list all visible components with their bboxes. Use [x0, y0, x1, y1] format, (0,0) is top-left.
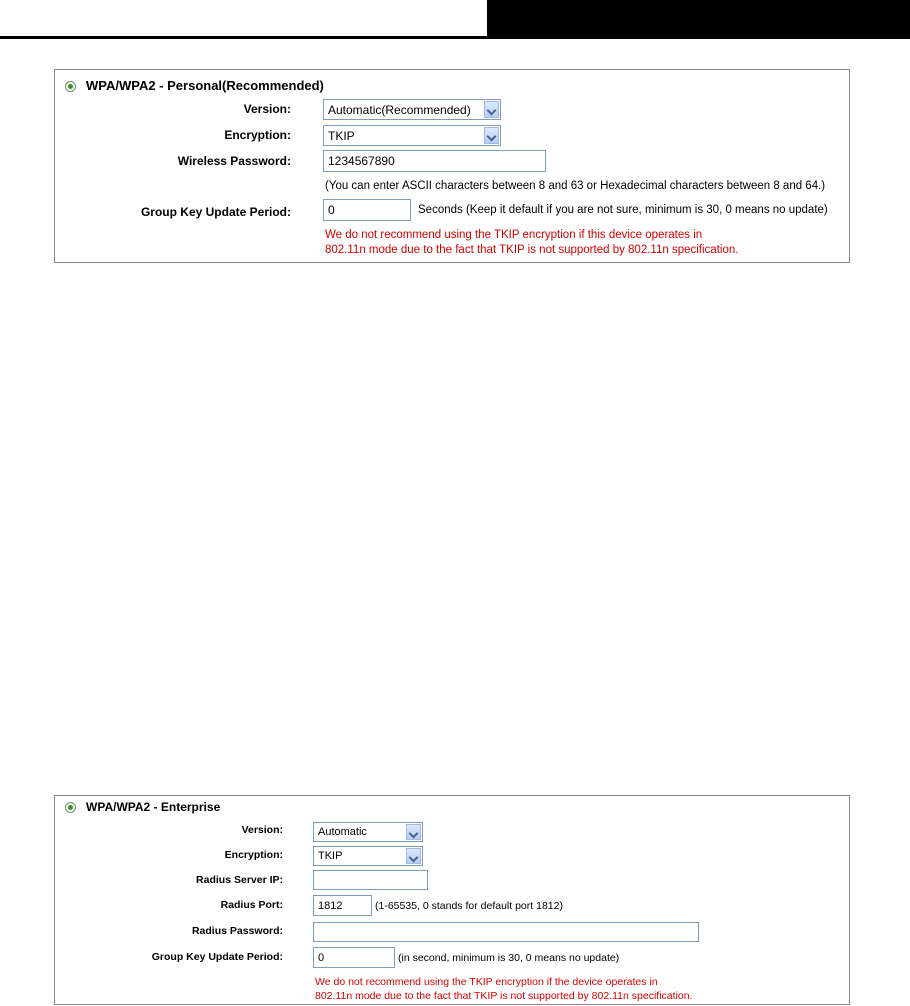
encryption-select[interactable]	[323, 125, 501, 146]
header-separator	[485, 0, 487, 39]
wireless-password-value: 1234567890	[328, 154, 395, 168]
radius-server-ip-input[interactable]	[313, 870, 428, 890]
encryption-value: TKIP	[328, 128, 355, 143]
wireless-password-label: Wireless Password:	[177, 154, 291, 168]
group-key-input[interactable]	[313, 947, 395, 968]
version-label: Version:	[241, 824, 283, 836]
radius-port-input[interactable]	[313, 895, 372, 916]
radius-port-label: Radius Port:	[220, 899, 283, 911]
chevron-down-icon	[484, 101, 499, 118]
group-key-hint: (in second, minimum is 30, 0 means no update)	[398, 952, 620, 964]
wpa-personal-title: WPA/WPA2 - Personal(Recommended)	[86, 78, 324, 93]
version-label: Version:	[243, 102, 291, 116]
wpa-enterprise-panel	[54, 795, 850, 1005]
tkip-warning-line1: We do not recommend using the TKIP encryption if the device operates in	[315, 976, 658, 988]
wpa-enterprise-title: WPA/WPA2 - Enterprise	[86, 800, 221, 814]
group-key-label: Group Key Update Period:	[151, 951, 283, 963]
wpa-personal-panel	[54, 69, 850, 263]
version-select[interactable]	[323, 99, 501, 120]
encryption-label: Encryption:	[224, 128, 291, 142]
tkip-warning-line2: 802.11n mode due to the fact that TKIP is not supported by 802.11n specification.	[325, 244, 739, 256]
password-hint: (You can enter ASCII characters between 8 and 63 or Hexadecimal characters between 8 and 64.)	[325, 180, 826, 192]
wpa-enterprise-radio[interactable]	[65, 802, 76, 813]
encryption-select[interactable]	[313, 846, 423, 866]
group-key-value: 0	[328, 203, 335, 217]
version-value: Automatic(Recommended)	[328, 102, 471, 117]
encryption-value: TKIP	[318, 850, 343, 862]
chevron-down-icon	[406, 824, 421, 840]
group-key-hint: Seconds (Keep it default if you are not sure, minimum is 30, 0 means no update)	[418, 204, 828, 216]
wpa-personal-radio[interactable]	[65, 81, 76, 92]
header-rule	[0, 36, 910, 39]
radius-password-label: Radius Password:	[191, 925, 283, 937]
radius-port-value: 1812	[318, 899, 343, 912]
header-black-bar	[485, 0, 910, 39]
chevron-down-icon	[484, 127, 499, 144]
chevron-down-icon	[406, 848, 421, 864]
radius-password-input[interactable]	[313, 922, 699, 942]
version-value: Automatic	[318, 826, 367, 838]
wireless-password-input[interactable]	[323, 150, 546, 172]
tkip-warning-line1: We do not recommend using the TKIP encryption if this device operates in	[325, 229, 703, 241]
version-select[interactable]	[313, 822, 423, 842]
group-key-input[interactable]	[323, 199, 411, 221]
group-key-value: 0	[318, 951, 325, 964]
group-key-label: Group Key Update Period:	[140, 205, 291, 219]
tkip-warning-line2: 802.11n mode due to the fact that TKIP is not supported by 802.11n specification.	[315, 990, 693, 1002]
radius-port-hint: (1-65535, 0 stands for default port 1812)	[375, 900, 563, 912]
encryption-label: Encryption:	[224, 849, 283, 861]
radius-server-ip-label: Radius Server IP:	[196, 874, 283, 886]
